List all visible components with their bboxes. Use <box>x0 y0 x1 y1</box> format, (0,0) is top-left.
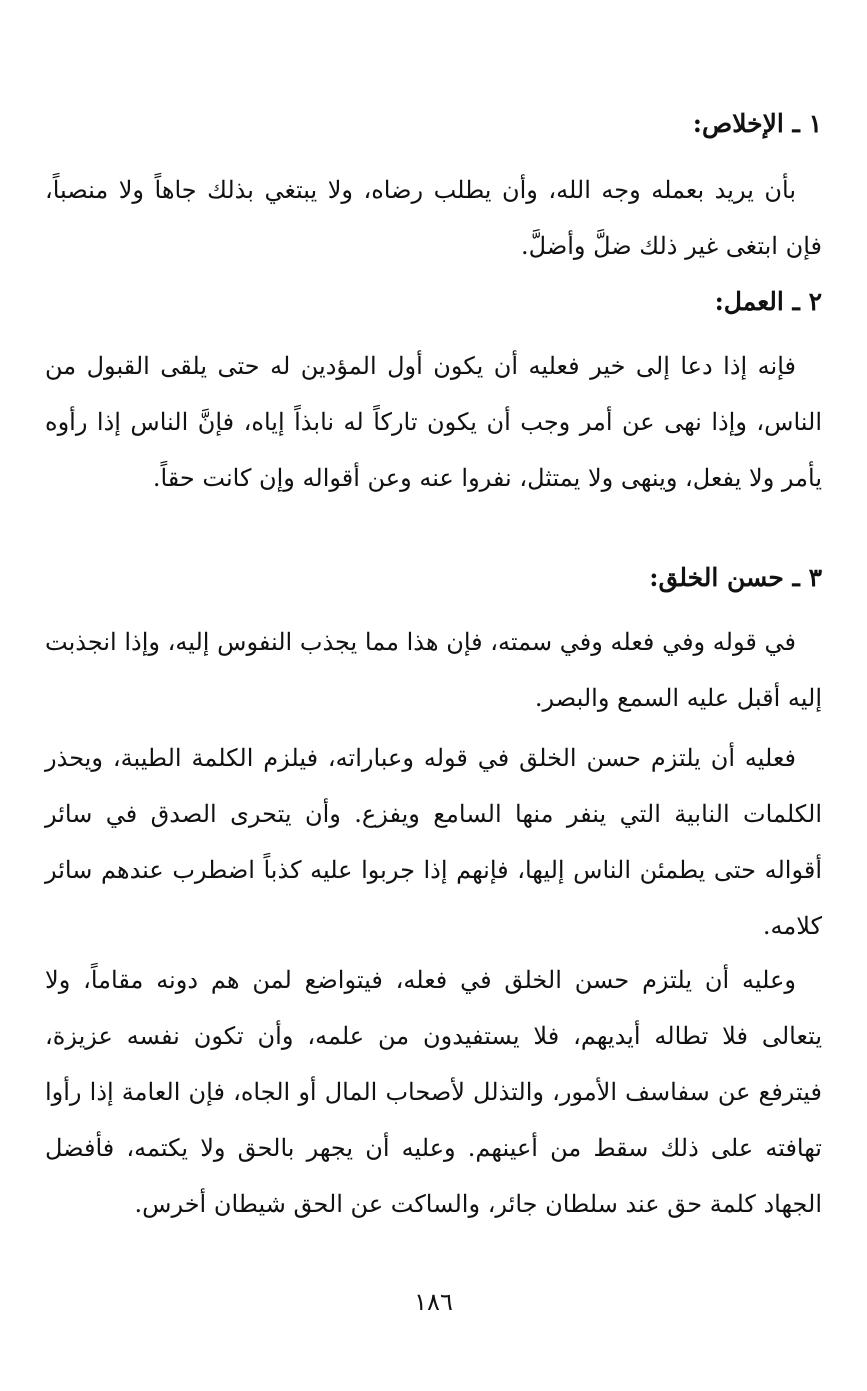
section-2-heading: ٢ ـ العمل: <box>714 287 822 316</box>
section-3-paragraph-3: وعليه أن يلتزم حسن الخلق في فعله، فيتواضع لمن هم دونه مقاماً، ولا يتعالى فلا تطاله أيديهم، فلا يستفيدون من علمه، وأن تكون نفسه عزيزة، فيترفع عن سفاسف الأمور، والتذلل لأصحاب المال أو الجاه، فإن العامة إذا رأوا تهافته على ذلك سقط من أعينهم. وعليه أن يجهر بالحق ولا يكتمه، فأفضل الجهاد كلمة حق عند سلطان جائر، والساكت عن الحق شيطان أخرس. <box>45 966 822 1218</box>
page-number: ١٨٦ <box>414 1288 453 1316</box>
section-1-heading: ١ ـ الإخلاص: <box>692 109 822 138</box>
section-1-paragraph-1: بأن يريد بعمله وجه الله، وأن يطلب رضاه، ولا يبتغي بذلك جاهاً ولا منصباً، فإن ابتغى غير ذلك ضلَّ وأضلَّ. <box>45 176 822 260</box>
section-3-heading: ٣ ـ حسن الخلق: <box>649 563 822 592</box>
section-2-paragraph-1: فإنه إذا دعا إلى خير فعليه أن يكون أول المؤدين له حتى يلقى القبول من الناس، وإذا نهى عن أمر وجب أن يكون تاركاً له نابذاً إياه، فإنَّ الناس إذا رأوه يأمر ولا يفعل، وينهى ولا يمتثل، نفروا عنه وعن أقواله وإن كانت حقاً. <box>45 352 822 492</box>
section-3-paragraph-1: في قوله وفي فعله وفي سمته، فإن هذا مما يجذب النفوس إليه، وإذا انجذبت إليه أقبل عليه السمع والبصر. <box>45 628 822 712</box>
section-3-paragraph-2: فعليه أن يلتزم حسن الخلق في قوله وعباراته، فيلزم الكلمة الطيبة، ويحذر الكلمات النابية التي ينفر منها السامع ويفزع. وأن يتحرى الصدق في سائر أقواله حتى يطمئن الناس إليها، فإنهم إذا جربوا عليه كذباً اضطرب عندهم سائر كلامه. <box>45 744 823 940</box>
